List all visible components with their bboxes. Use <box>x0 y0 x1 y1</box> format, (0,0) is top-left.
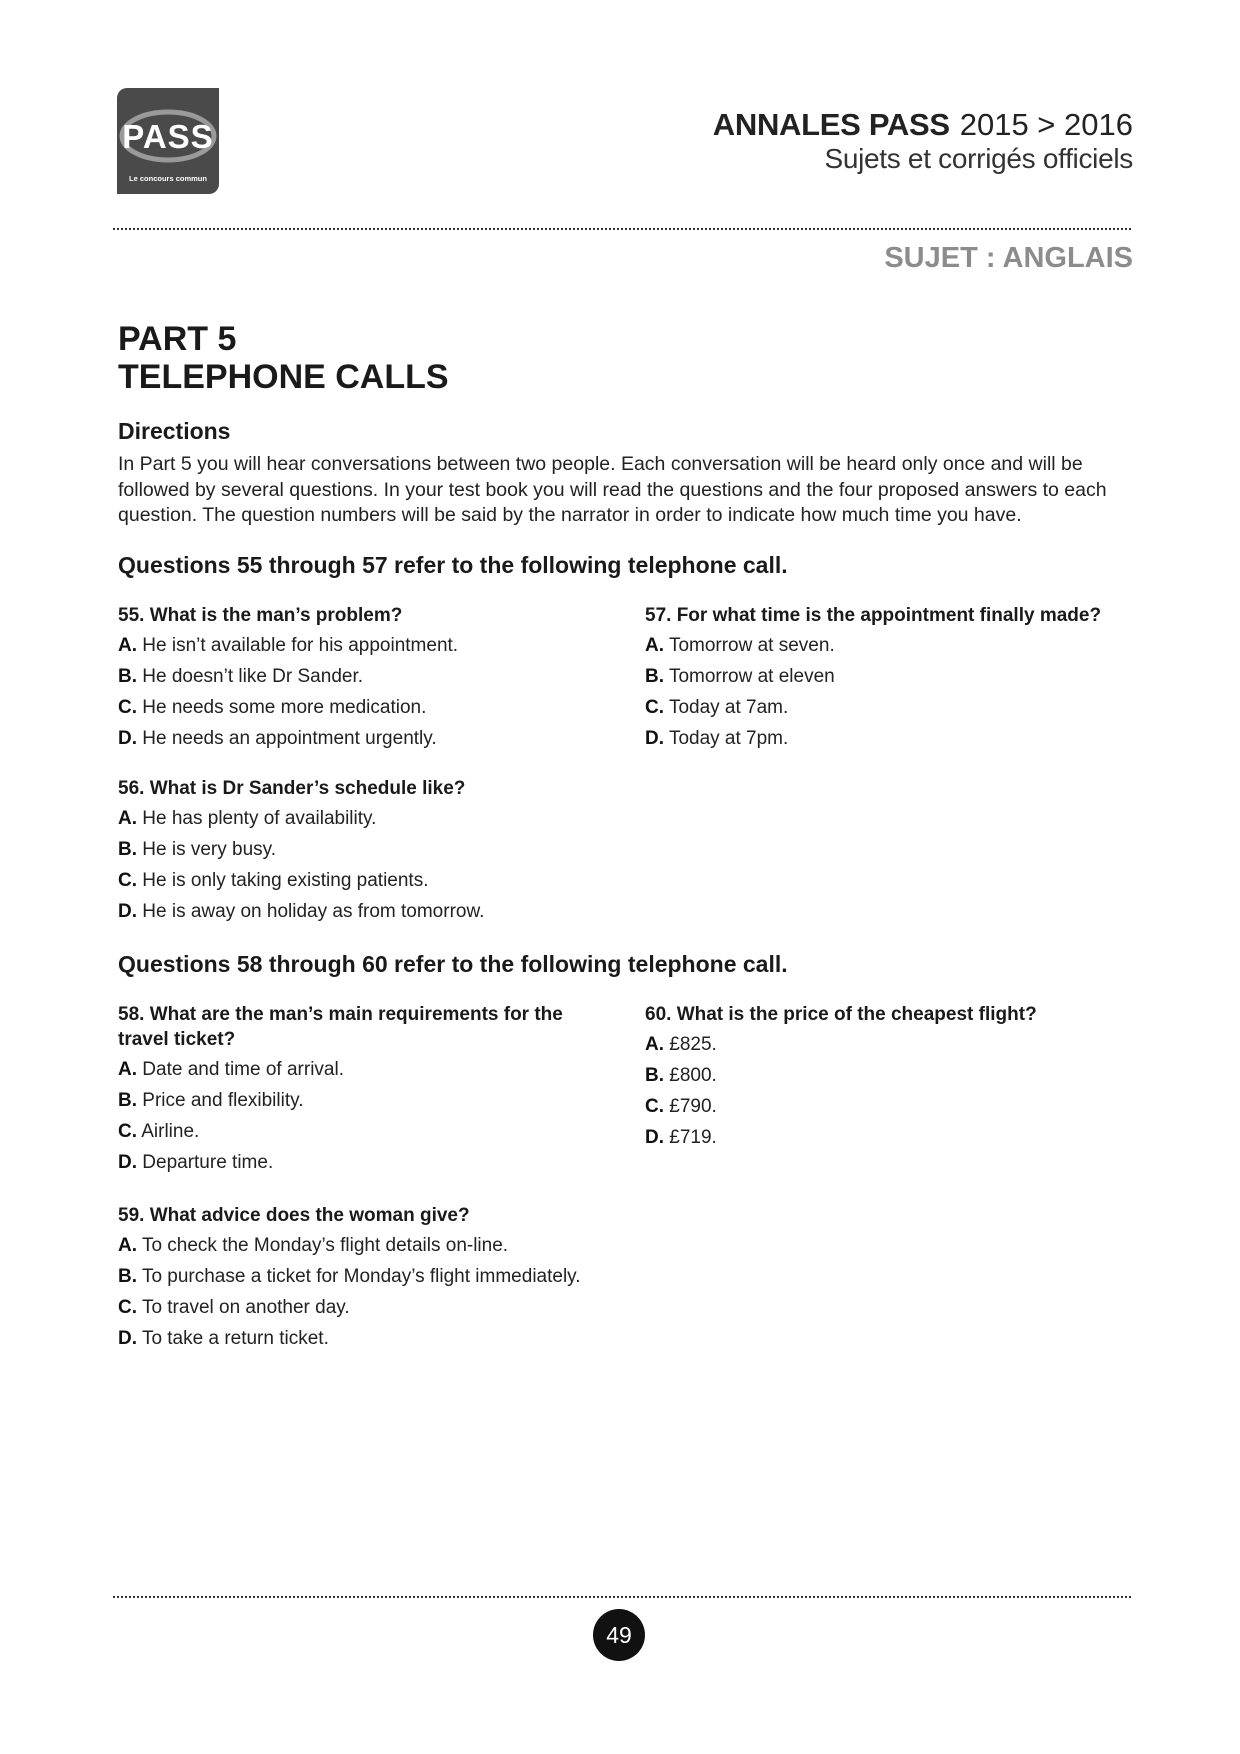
option-text: Today at 7pm. <box>668 728 789 749</box>
answer-option <box>118 726 598 751</box>
option-text: Departure time. <box>142 1152 274 1173</box>
answer-option <box>645 1063 1115 1088</box>
header-title <box>713 107 1133 143</box>
part-title <box>118 320 449 396</box>
option-letter: B. <box>645 666 664 687</box>
option-text: Date and time of arrival. <box>142 1059 344 1080</box>
bottom-divider <box>113 1596 1131 1598</box>
option-letter: D. <box>118 728 137 749</box>
answer-option <box>118 1326 598 1351</box>
question-57 <box>645 603 1115 757</box>
answer-option <box>118 868 598 893</box>
option-text: He doesn’t like Dr Sander. <box>142 666 364 687</box>
logo-wordmark: PASS <box>122 118 214 155</box>
option-letter: A. <box>118 1059 137 1080</box>
question-55 <box>118 603 598 757</box>
answer-option <box>118 1295 598 1320</box>
option-text: Airline. <box>141 1121 200 1142</box>
option-text: Tomorrow at eleven <box>668 666 835 687</box>
part-title-line1: PART 5 <box>118 320 237 358</box>
question-title: 55. What is the man’s problem? <box>118 605 403 626</box>
answer-option <box>118 1150 598 1175</box>
option-text: To take a return ticket. <box>141 1328 329 1349</box>
option-text: Price and flexibility. <box>142 1090 304 1111</box>
question-title: 56. What is Dr Sander’s schedule like? <box>118 778 466 799</box>
question-58 <box>118 1002 598 1181</box>
answer-option <box>645 1094 1115 1119</box>
answer-option <box>645 695 1115 720</box>
option-letter: A. <box>118 808 137 829</box>
option-letter: C. <box>645 1096 664 1117</box>
option-text: He is very busy. <box>142 839 277 860</box>
answer-option <box>118 806 598 831</box>
answer-option <box>118 1119 598 1144</box>
option-letter: C. <box>645 697 664 718</box>
option-letter: A. <box>118 635 137 656</box>
answer-option <box>118 1233 598 1258</box>
question-60 <box>645 1002 1115 1156</box>
question-title: 59. What advice does the woman give? <box>118 1205 470 1226</box>
option-letter: D. <box>118 1152 137 1173</box>
option-text: To check the Monday’s flight details on-line. <box>141 1235 509 1256</box>
option-letter: C. <box>118 1121 137 1142</box>
option-text: £719. <box>669 1127 717 1148</box>
option-letter: D. <box>118 901 137 922</box>
option-letter: B. <box>118 1266 137 1287</box>
logo-tagline: Le concours commun <box>129 174 207 183</box>
answer-option <box>645 633 1115 658</box>
section-title: Questions 55 through 57 refer to the following telephone call. <box>118 552 788 578</box>
directions-title: Directions <box>118 418 231 444</box>
question-title: 57. For what time is the appointment finally made? <box>645 605 1102 626</box>
header-title-strong: ANNALES PASS <box>712 107 950 142</box>
answer-option <box>118 633 598 658</box>
question-title: 60. What is the price of the cheapest flight? <box>645 1004 1037 1025</box>
option-letter: C. <box>118 697 137 718</box>
answer-option <box>118 1057 598 1082</box>
answer-option <box>118 899 598 924</box>
page-number: 49 <box>593 1609 645 1661</box>
question-56 <box>118 776 598 930</box>
answer-option <box>118 1088 598 1113</box>
part-title-line2: TELEPHONE CALLS <box>118 358 449 396</box>
option-text: He has plenty of availability. <box>142 808 377 829</box>
answer-option <box>118 664 598 689</box>
option-letter: C. <box>118 870 137 891</box>
option-letter: B. <box>118 1090 137 1111</box>
option-letter: D. <box>118 1328 137 1349</box>
answer-option <box>645 1032 1115 1057</box>
subject-label: SUJET : ANGLAIS <box>884 242 1133 274</box>
answer-option <box>118 1264 598 1289</box>
option-text: To travel on another day. <box>141 1297 350 1318</box>
option-text: He is only taking existing patients. <box>142 870 429 891</box>
option-letter: C. <box>118 1297 137 1318</box>
option-letter: B. <box>645 1065 664 1086</box>
option-text: He needs some more medication. <box>142 697 427 718</box>
option-letter: A. <box>118 1235 137 1256</box>
answer-option <box>645 726 1115 751</box>
option-text: Tomorrow at seven. <box>668 635 835 656</box>
option-letter: A. <box>645 1034 664 1055</box>
option-text: He isn’t available for his appointment. <box>142 635 459 656</box>
question-59 <box>118 1203 598 1357</box>
header-subtitle: Sujets et corrigés officiels <box>824 143 1133 174</box>
option-letter: A. <box>645 635 664 656</box>
option-letter: B. <box>118 666 137 687</box>
question-title: 58. What are the man’s main requirements for the travel ticket? <box>118 1004 563 1050</box>
option-text: £825. <box>669 1034 717 1055</box>
option-text: Today at 7am. <box>668 697 789 718</box>
option-letter: D. <box>645 1127 664 1148</box>
top-divider <box>113 228 1131 230</box>
directions-text: In Part 5 you will hear conversations between two people. Each conversation will be heard only once and will be followed by several questions. In your test book you will read the questions and the four proposed answers to each question. The question numbers will be said by the narrator in order to indicate how much time you have. <box>118 453 1107 526</box>
option-text: He is away on holiday as from tomorrow. <box>142 901 485 922</box>
option-letter: B. <box>118 839 137 860</box>
option-letter: D. <box>645 728 664 749</box>
option-text: £790. <box>669 1096 717 1117</box>
pass-logo <box>117 88 219 194</box>
option-text: To purchase a ticket for Monday’s flight immediately. <box>141 1266 581 1287</box>
answer-option <box>645 664 1115 689</box>
answer-option <box>118 695 598 720</box>
option-text: He needs an appointment urgently. <box>142 728 437 749</box>
header-title-years: 2015 > 2016 <box>959 107 1133 142</box>
section-title: Questions 58 through 60 refer to the following telephone call. <box>118 951 788 977</box>
option-text: £800. <box>669 1065 717 1086</box>
answer-option <box>118 837 598 862</box>
answer-option <box>645 1125 1115 1150</box>
